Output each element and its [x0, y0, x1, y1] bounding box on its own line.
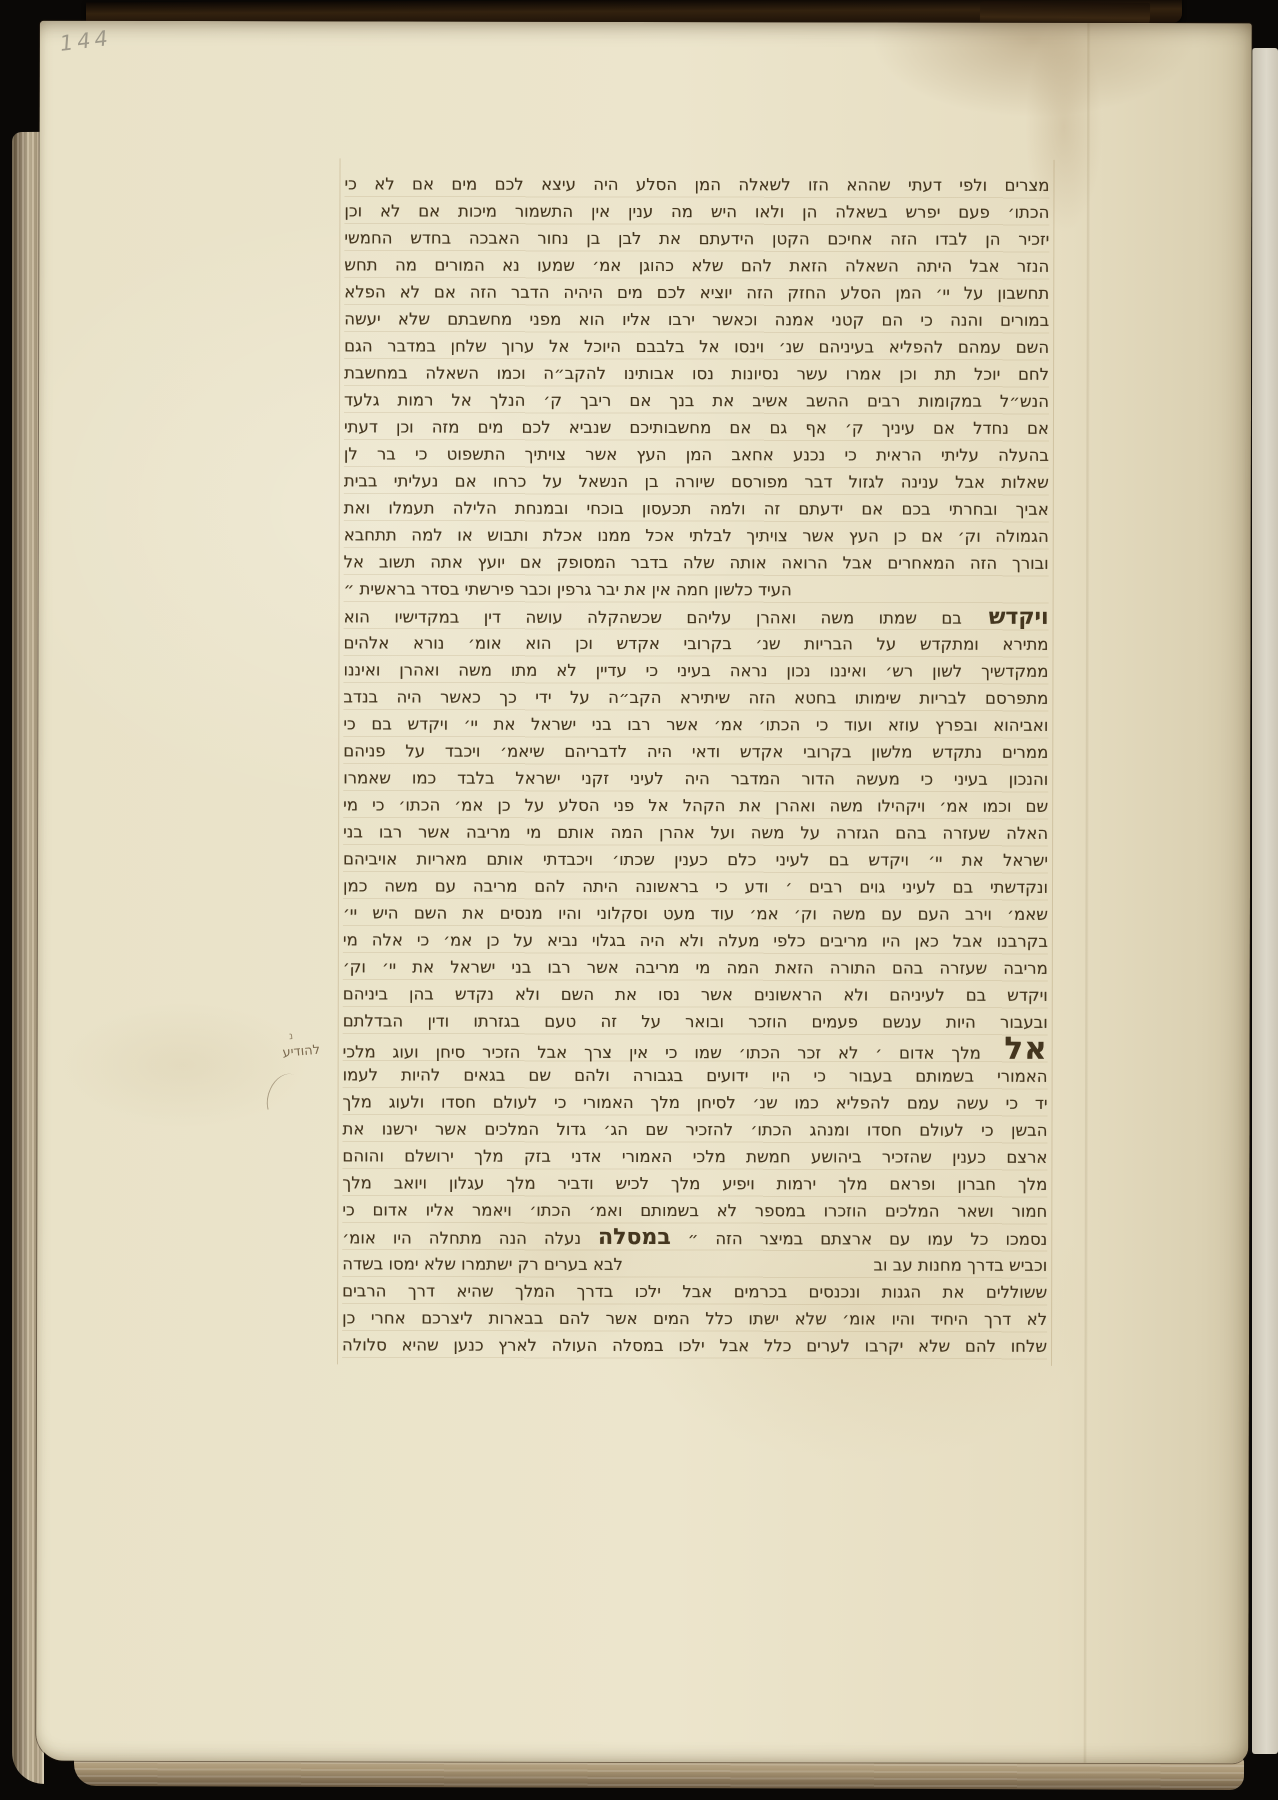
- manuscript-line: מלך חברון ופראם מלך ירמות ויפיע מלך לכיש ודביר מלך עגלון ויואב מלך: [342, 1173, 1048, 1194]
- manuscript-line: מריבה שעזרה בהם התורה הזאת המה מי מריבה אשר רבו בני ישראל את יי׳ וק׳: [342, 957, 1048, 978]
- manuscript-line: שאמ׳ וירב העם עם משה וק׳ אמ׳ עוד מעט וסקלוני והיו מנסים את השם היש יי׳: [342, 903, 1048, 924]
- manuscript-line: הבשן כי לעולם חסדו ומנהג הכתו׳ להזכיר שם הג׳ גדול המלכים אשר ירשנו את: [342, 1119, 1048, 1140]
- manuscript-line: תחשבון על יי׳ המן הסלע החזק הזה יוציא לכם מים היהיה הדבר הזה אם לא הפלא: [344, 282, 1050, 303]
- manuscript-line: אם נחדל אם עיניך ק׳ אף גם אם מחשבותיכם שנביא לכם מים מזה וכן דעתי: [343, 417, 1049, 438]
- manuscript-line: חמור ושאר המלכים הוזכרו במספר לא בשמותם ואמ׳ הכתו׳ ויאמר אליו אדום כי: [342, 1200, 1048, 1221]
- manuscript-line: ואביהוא ובפרץ עוזא ועוד כי הכתו׳ אמ׳ אשר רבו בני ישראל את יי׳ ויקדש בם כי: [343, 714, 1049, 735]
- folio-number: 144: [58, 25, 114, 56]
- marginal-note: [261, 1026, 341, 1062]
- section-initial-word: אל: [980, 1030, 1048, 1067]
- manuscript-line: ממקדשיך לשון רש׳ ואיננו נכון נראה בעיני כי עדיין לא מתו משה ואהרן ואיננו: [343, 660, 1049, 681]
- manuscript-line: אביך ובחרתי בכם אם ידעתם זה ולמה תכעסון בוכחי ובמנחת הלילה תעמלו ואת: [343, 498, 1049, 519]
- manuscript-line-fragment: וכביש בדרך מחנות עב וב: [873, 1255, 1048, 1275]
- manuscript-line: שם וכמו אמ׳ ויקהילו משה ואהרן את הקהל אל פני הסלע על כן אמ׳ הכתו׳ כי מי: [343, 795, 1049, 816]
- manuscript-line: שלחו להם שלא יקרבו לערים כלל אבל ילכו במסלה העולה לארץ כנען שהיא סלולה: [342, 1335, 1048, 1356]
- manuscript-line: מתפרסם לבריות שימותו בחטא הזה שיתירא הקב״ה על ידי כך כאשר היה בנדב: [343, 687, 1049, 708]
- manuscript-line-fragment: נסמכו כל עמו עם ארצתם במיצר הזה ״: [670, 1229, 1048, 1249]
- section-initial-word: במסלה: [598, 1224, 671, 1251]
- marginal-note-flourish: [259, 1068, 311, 1127]
- manuscript-line: [342, 1223, 1047, 1251]
- manuscript-line: יד כי עשה עמם להפליא כמו שנ׳ לסיחן מלך האמורי כי לעולם חסדו ולעוג מלך: [342, 1092, 1048, 1113]
- manuscript-line: האלה שעזרה בהם הגזרה על משה ועל אהרן המה אותם מי מריבה אשר רבו בני: [343, 822, 1049, 843]
- marginal-note-mark: נ: [288, 1030, 294, 1043]
- manuscript-line: האמורי בשמותם בעבור כי היו ידועים בגבורה ולהם שם בגאים להיות לעמו: [342, 1065, 1048, 1086]
- manuscript-line: במורים והנה כי הם קטני אמנה וכאשר ירבו אליו הוא מפני מחשבתם שלא יעשה: [344, 309, 1050, 330]
- manuscript-line: ממרים נתקדש מלשון בקרובי אקדש ודאי היה לדבריהם שיאמ׳ ויכבד על פניהם: [343, 741, 1049, 762]
- section-initial-word: ויקדש: [961, 604, 1049, 630]
- manuscript-line-fragment: מלך אדום ׳ לא זכר הכתו׳ שמו כי אין צרך אבל הזכיר סיחן ועוג מלכי: [342, 1042, 981, 1063]
- manuscript-line: הנזר אבל היתה השאלה הזאת להם שלא כהוגן אמ׳ שמעו נא המורים מה תחש: [344, 255, 1050, 276]
- manuscript-line: ונקדשתי בם לעיני גוים רבים ׳ ודע כי בראשונה היתה להם מריבה עם משה כמן: [342, 876, 1049, 897]
- manuscript-line: ישראל את יי׳ ויקדש בם לעיני כלם כענין שכתו׳ ויכבדתי אותם מאריות אויביהם: [343, 849, 1049, 870]
- manuscript-line: בקרבנו אבל כאן היו מריבים כלפי מעלה ולא היה בגלוי נביא על כן אמ׳ כי אלה מי: [342, 930, 1048, 951]
- manuscript-line: והנכון בעיני כי מעשה הדור המדבר היה לעיני זקני ישראל בלבד כמו שאמרו: [343, 768, 1049, 789]
- manuscript-line: הגמולה וק׳ אם כן העץ אשר צויתיך לבלתי אכל ממנו אכלת ותבוש או למה תתחבא: [343, 525, 1049, 546]
- manuscript-line-fragment: לבא בערים רק ישתמרו שלא ימסו בשדה: [342, 1254, 623, 1274]
- manuscript-line-fragment: נעלה הנה מתחלה היו אומ׳: [342, 1228, 599, 1248]
- manuscript-line: שאלות אבל ענינה לגזול דבר מפורסם שיורה בן הנשאל על כרחו אם נעליתי בבית: [343, 471, 1049, 492]
- manuscript-line-fragment: בם שמתו משה ואהרן עליהם שכשהקלה עושה דין במקדישיו הוא: [343, 607, 962, 628]
- manuscript-line: לחם יוכל תת וכן אמרו עשר נסיונות נסו אבותינו להקב״ה וכמו השאלה במחשבת: [344, 363, 1050, 384]
- manuscript-line: הכתו׳ פעם יפרש בשאלה הן ולאו היש מה ענין אין התשמור מיכות אם לא וכן: [344, 201, 1050, 222]
- text-block: [342, 170, 1049, 1359]
- manuscript-line: לא דרך היחיד והיו אומ׳ שלא ישתו כלל המים אשר להם בבארות ליצרכם אחרי כן: [342, 1308, 1048, 1329]
- manuscript-line: מתירא ומתקדש על הבריות שנ׳ בקרובי אקדש וכן הוא אומ׳ נורא אלהים: [343, 633, 1049, 654]
- manuscript-line: ובורך הזה המאחרים אבל הרואה אותה שלה בדבר המסופק אם יועץ אתה תשוב אל: [343, 552, 1049, 573]
- manuscript-line: ששוללים את הגנות ונכנסים בכרמים אבל ילכו בדרך המלך שהיא דרך הרבים: [342, 1281, 1048, 1302]
- manuscript-line: ובעבור היות ענשם פעמים הוזכר ובואר על זה טעם בגזרתו ודין הבדלתם: [342, 1011, 1048, 1032]
- manuscript-line: ארצם כענין שהזכיר ביהושע חמשת מלכי האמורי אדני בזק מלך ירושלם והוהם: [342, 1146, 1048, 1167]
- facing-page-edge: [1252, 48, 1278, 1754]
- manuscript-line: יזכיר הן לבדו הזה אחיכם הקטן הידעתם את לבן בן נחור האבכה בחדש החמשי: [344, 228, 1050, 249]
- manuscript-leaf: [36, 21, 1252, 1764]
- marginal-note-text: להודיע: [281, 1042, 321, 1061]
- manuscript-line: השם עמהם להפליא בעיניהם שנ׳ וינסו אל בלבבם היוכל אל ערוך שלחן במדבר הגם: [344, 336, 1050, 357]
- manuscript-line: [342, 1250, 1047, 1278]
- manuscript-line: ויקדש בם לעיניהם ולא הראשונים אשר נסו את השם ולא נקדש בהן ביניהם: [342, 984, 1048, 1005]
- manuscript-line: [342, 1030, 1048, 1067]
- manuscript-line: מצרים ולפי דעתי שההא הזו לשאלה המן הסלע היה עיצא לכם מים אם לא כי: [344, 174, 1050, 195]
- manuscript-line: [344, 602, 1049, 630]
- manuscript-line: בהעלה עליתי הראית כי נכנע אחאב המן העץ אשר צויתיך התשפוט כי בר לן: [343, 444, 1049, 465]
- manuscript-line: העיד כלשון חמה אין את יבר גרפין וכבר פירשתי בסדר בראשית ״: [343, 579, 792, 600]
- manuscript-line: הנש״ל במקומות רבים ההשב אשיב את בנך אם ריבך ק׳ הנלך אל רמות גלעד: [344, 390, 1050, 411]
